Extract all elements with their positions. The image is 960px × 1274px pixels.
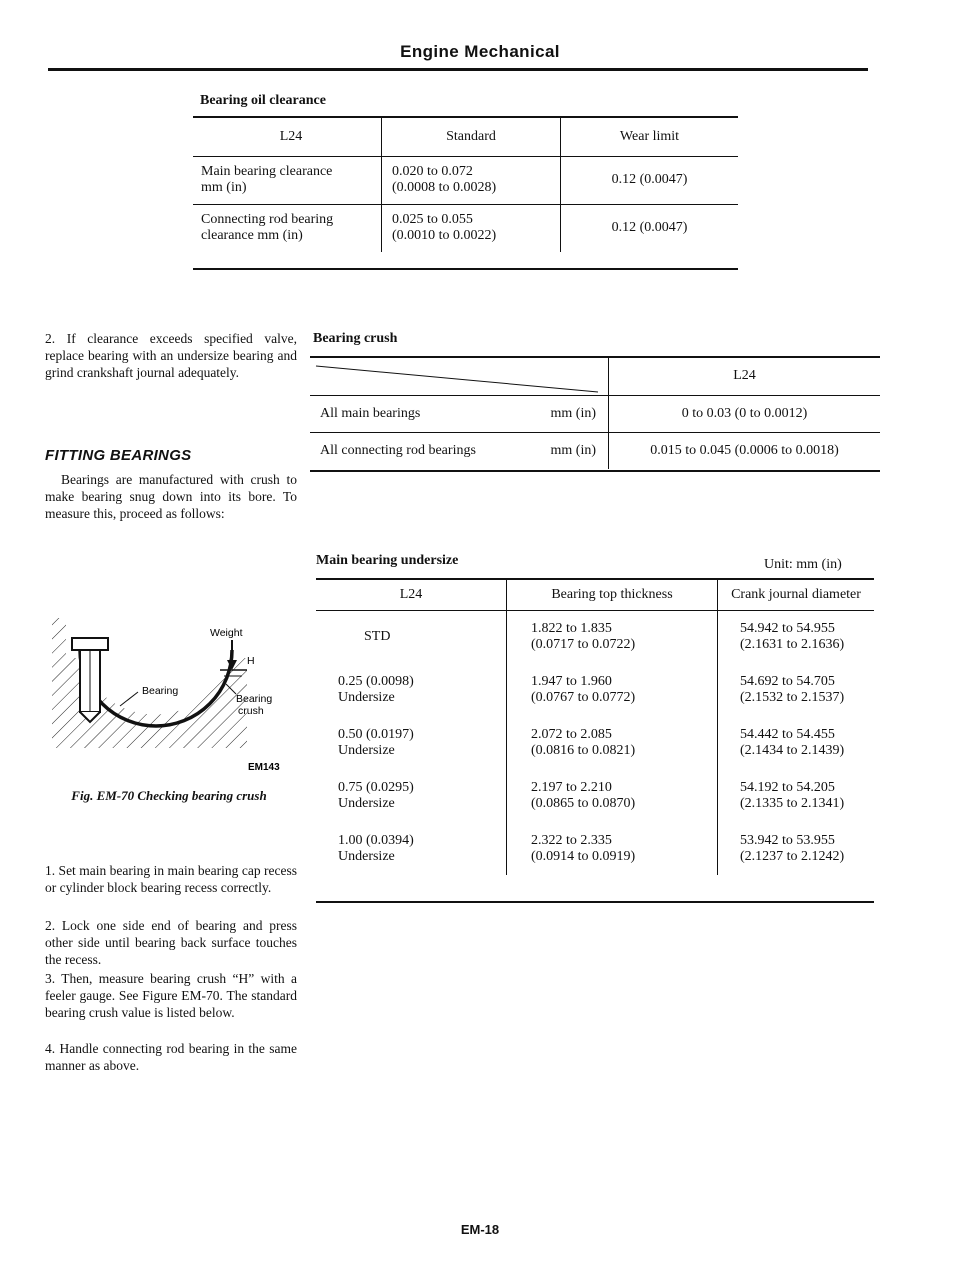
label-bearing-crush-2: crush <box>238 705 264 717</box>
crush-table-bottom-rule <box>310 470 880 472</box>
col-header-diameter: Crank journal diameter <box>718 580 875 610</box>
oil-table-bottom-rule <box>193 268 738 270</box>
label-weight: Weight <box>210 627 243 639</box>
col-header-standard: Standard <box>382 118 561 156</box>
table-header-row <box>310 358 880 395</box>
row-standard: 0.025 to 0.055 (0.0010 to 0.0022) <box>382 204 561 252</box>
step-4: 4. Handle connecting rod bearing in the same manner as above. <box>45 1041 297 1073</box>
figure-caption: Fig. EM-70 Checking bearing crush <box>71 788 267 803</box>
row-wear-limit: 0.12 (0.0047) <box>561 156 739 204</box>
table-row <box>193 204 738 252</box>
row-size: 0.75 (0.0295) Undersize <box>338 779 414 811</box>
oil-clearance-title: Bearing oil clearance <box>200 93 326 108</box>
col-header-l24: L24 <box>399 586 423 602</box>
label-bearing-crush-1: Bearing <box>236 693 273 705</box>
row-thickness: 2.072 to 2.085 (0.0816 to 0.0821) <box>507 716 718 769</box>
row-size: 1.00 (0.0394) Undersize <box>338 832 414 864</box>
row-diameter: 54.942 to 54.955 (2.1631 to 2.1636) <box>718 610 875 663</box>
row-value: 0 to 0.03 (0 to 0.0012) <box>609 395 881 432</box>
table-row <box>316 610 874 663</box>
row-standard: 0.020 to 0.072 (0.0008 to 0.0028) <box>382 156 561 204</box>
table-header-row <box>193 118 738 156</box>
row-value: 0.015 to 0.045 (0.0006 to 0.0018) <box>609 432 881 469</box>
row-label: All main bearings mm (in) <box>320 405 596 421</box>
row-thickness: 2.322 to 2.335 (0.0914 to 0.0919) <box>507 822 718 875</box>
page-number: EM-18 <box>460 1222 500 1237</box>
table-row <box>316 822 874 875</box>
row-size: STD <box>364 628 391 644</box>
table-row <box>316 663 874 716</box>
step-1: 1. Set main bearing in main bearing cap recess or cylinder block bearing recess correctly. <box>45 863 297 895</box>
label-h: H <box>247 655 255 667</box>
paragraph-2: 2. If clearance exceeds specified valve, replace bearing with an undersize bearing and grind crankshaft journal adequately. <box>45 331 297 380</box>
oil-clearance-table <box>193 118 738 252</box>
table-row <box>310 432 880 469</box>
undersize-title: Main bearing undersize <box>316 553 459 568</box>
page-title: Engine Mechanical <box>400 42 560 61</box>
row-label: All connecting rod bearings mm (in) <box>320 442 596 458</box>
row-thickness: 1.822 to 1.835 (0.0717 to 0.0722) <box>507 610 718 663</box>
step-3: 3. Then, measure bearing crush “H” with a feeler gauge. See Figure EM-70. The standard bearing crush value is listed below. <box>45 971 297 1020</box>
bearing-crush-title: Bearing crush <box>313 331 398 346</box>
undersize-table <box>316 580 874 875</box>
label-bearing: Bearing <box>142 685 179 697</box>
bearing-crush-diagram <box>42 578 294 778</box>
header-rule <box>48 68 868 71</box>
row-label: Main bearing clearance mm (in) <box>201 164 333 195</box>
col-header-wear-limit: Wear limit <box>561 118 739 156</box>
col-header-l24: L24 <box>609 358 881 395</box>
unit-note: Unit: mm (in) <box>764 557 842 572</box>
table-row <box>316 716 874 769</box>
bearing-crush-figure <box>42 578 294 778</box>
row-diameter: 53.942 to 53.955 (2.1237 to 2.1242) <box>718 822 875 875</box>
row-diameter: 54.192 to 54.205 (2.1335 to 2.1341) <box>718 769 875 822</box>
col-header-l24: L24 <box>279 128 303 144</box>
row-label: Connecting rod bearing clearance mm (in) <box>201 212 334 244</box>
row-diameter: 54.692 to 54.705 (2.1532 to 2.1537) <box>718 663 875 716</box>
figure-code: EM143 <box>248 762 280 773</box>
row-size: 0.25 (0.0098) Undersize <box>338 673 414 705</box>
row-diameter: 54.442 to 54.455 (2.1434 to 2.1439) <box>718 716 875 769</box>
table-row <box>316 769 874 822</box>
section-heading: FITTING BEARINGS <box>45 447 192 464</box>
row-thickness: 1.947 to 1.960 (0.0767 to 0.0772) <box>507 663 718 716</box>
header-blank <box>310 358 609 395</box>
table-row <box>310 395 880 432</box>
step-2: 2. Lock one side end of bearing and press other side until bearing back surface touches the recess. <box>45 918 297 967</box>
bearing-crush-table <box>310 358 880 469</box>
undersize-table-bottom-rule <box>316 901 874 903</box>
table-header-row <box>316 580 874 610</box>
intro-paragraph: Bearings are manufactured with crush to make bearing snug down into its bore. To measure this, proceed as follows: <box>45 472 297 521</box>
table-row <box>193 156 738 204</box>
row-thickness: 2.197 to 2.210 (0.0865 to 0.0870) <box>507 769 718 822</box>
row-size: 0.50 (0.0197) Undersize <box>338 726 414 758</box>
row-wear-limit: 0.12 (0.0047) <box>561 204 739 252</box>
col-header-thickness: Bearing top thickness <box>507 580 718 610</box>
